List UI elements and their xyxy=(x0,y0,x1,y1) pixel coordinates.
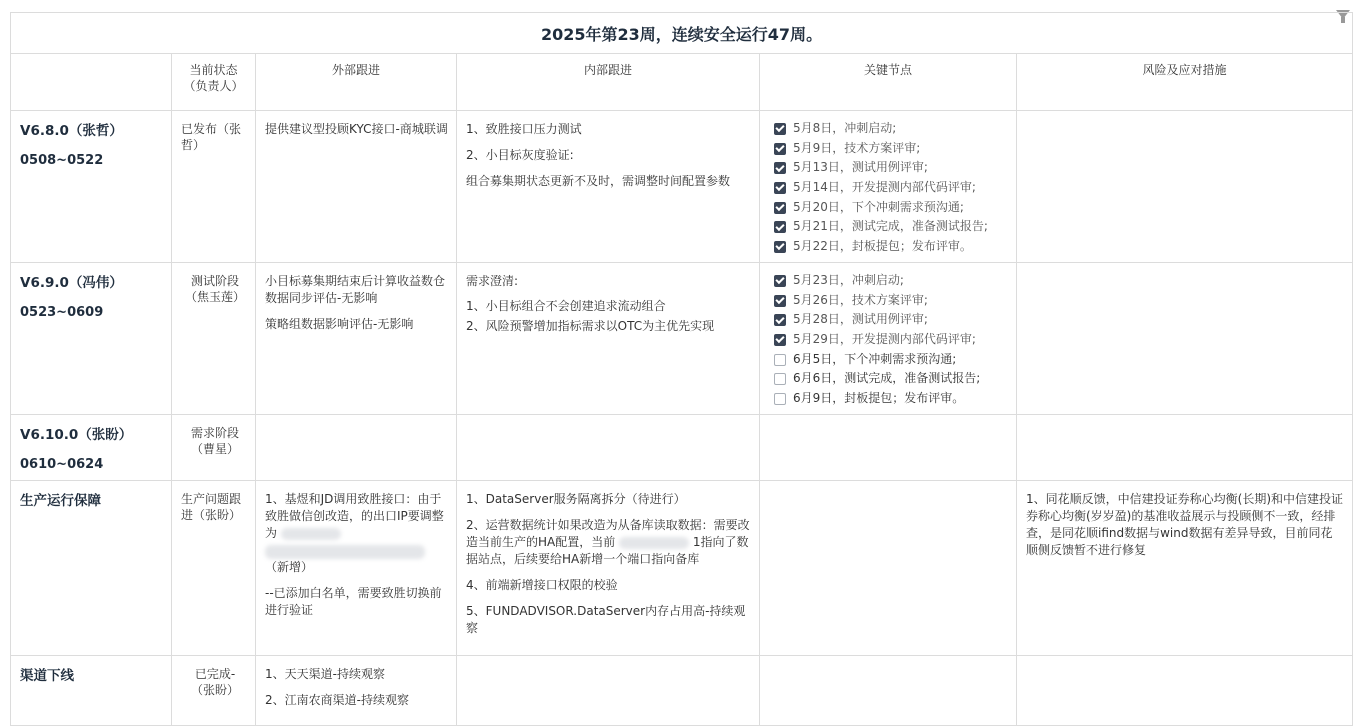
milestone-text: 6月6日，测试完成，准备测试报告; xyxy=(793,371,981,386)
external-text: 1、基煜和JD调用致胜接口：由于致胜做信创改造，的出口IP要调整为 xyxy=(265,492,444,540)
external-item: 1、天天渠道-持续观察 xyxy=(265,667,385,681)
checkbox-checked-icon[interactable] xyxy=(774,314,786,326)
milestone-item xyxy=(774,217,1016,237)
internal-item: 1、小目标组合不会创建追求流动组合 xyxy=(466,299,666,313)
risk-cell xyxy=(1017,111,1353,263)
version-dates: 0610~0624 xyxy=(20,457,104,472)
checkbox-checked-icon[interactable] xyxy=(774,143,786,155)
milestone-item xyxy=(774,350,1016,370)
table-row xyxy=(11,111,1353,263)
internal-text: 2、运营数据统计如果改造为从备库读取数据：需要改造当前生产的HA配置，当前 xyxy=(466,518,750,549)
section-cell xyxy=(11,656,172,726)
milestones-cell xyxy=(760,656,1017,726)
weekly-report-table-container xyxy=(10,12,1352,726)
header-status: 当前状态 （负责人） xyxy=(172,54,256,111)
version-dates: 0523~0609 xyxy=(20,305,104,320)
status-cell: 需求阶段 （曹星） xyxy=(172,415,256,481)
internal-cell xyxy=(457,656,760,726)
milestone-text: 5月9日，技术方案评审; xyxy=(793,140,921,155)
version-cell xyxy=(11,263,172,415)
checkbox-checked-icon[interactable] xyxy=(774,221,786,233)
header-milestones: 关键节点 xyxy=(760,54,1017,111)
section-cell xyxy=(11,481,172,656)
redacted-host xyxy=(619,537,689,549)
milestone-list xyxy=(760,263,1016,409)
milestone-item xyxy=(774,119,1016,139)
milestone-item xyxy=(774,158,1016,178)
table-row xyxy=(11,263,1353,415)
milestone-text: 5月23日，冲刺启动; xyxy=(793,273,904,287)
external-item: --已添加白名单，需要致胜切换前进行验证 xyxy=(265,586,442,617)
risk-item: 1、同花顺反馈，中信建投证券称心均衡(长期)和中信建投证券称心均衡(岁岁盈)的基准收益展示与投顾侧不一致，经排查，是同花顺ifind数据与wind数据有差异导致，目前同花顺侧反馈暂不进行修复 xyxy=(1026,492,1344,557)
milestones-cell xyxy=(760,481,1017,656)
checkbox-checked-icon[interactable] xyxy=(774,162,786,174)
redacted-ip xyxy=(265,545,425,559)
version-cell xyxy=(11,415,172,481)
internal-cell xyxy=(457,481,760,656)
milestone-item xyxy=(774,237,1016,257)
milestone-item xyxy=(774,198,1016,218)
table-row xyxy=(11,415,1353,481)
section-name: 渠道下线 xyxy=(20,668,74,684)
version-name: V6.10.0（张盼） xyxy=(20,427,133,443)
milestone-text: 5月13日，测试用例评审; xyxy=(793,160,928,175)
internal-item: 1、致胜接口压力测试 xyxy=(466,122,582,136)
internal-item: 需求澄清: xyxy=(466,274,519,288)
risk-cell xyxy=(1017,481,1353,656)
internal-cell xyxy=(457,111,760,263)
external-cell xyxy=(256,415,457,481)
table-row xyxy=(11,656,1353,726)
milestone-text: 5月14日，开发提测内部代码评审; xyxy=(793,180,976,195)
table-row xyxy=(11,481,1353,656)
milestone-item xyxy=(774,139,1016,159)
status-cell: 生产问题跟进（张盼） xyxy=(172,481,256,656)
external-item xyxy=(265,491,448,559)
milestone-item xyxy=(774,369,1016,389)
internal-item: 组合募集期状态更新不及时，需调整时间配置参数 xyxy=(466,174,731,188)
milestone-item xyxy=(774,310,1016,330)
external-item: 策略组数据影响评估-无影响 xyxy=(265,317,414,331)
internal-cell xyxy=(457,263,760,415)
milestone-text: 5月8日，冲刺启动; xyxy=(793,121,897,135)
milestones-cell xyxy=(760,263,1017,415)
version-name: V6.9.0（冯伟） xyxy=(20,275,123,291)
header-external: 外部跟进 xyxy=(256,54,457,111)
milestone-text: 5月26日，技术方案评审; xyxy=(793,292,928,307)
redacted-ip xyxy=(281,528,341,540)
header-risk: 风险及应对措施 xyxy=(1017,54,1353,111)
external-cell xyxy=(256,656,457,726)
milestone-item xyxy=(774,271,1016,291)
internal-item: 5、FUNDADVISOR.DataServer内存占用高-持续观察 xyxy=(466,604,746,635)
internal-text: 1指向了数据站点，后续要给HA新增一个端口指向备库 xyxy=(466,535,749,566)
checkbox-unchecked-icon[interactable] xyxy=(774,354,786,366)
internal-item: 1、DataServer服务隔离拆分（待进行） xyxy=(466,492,686,506)
external-item: （新增） xyxy=(265,560,314,574)
status-cell: 已发布（张哲） xyxy=(172,111,256,263)
report-title: 2025年第23周，连续安全运行47周。 xyxy=(11,13,1353,54)
checkbox-unchecked-icon[interactable] xyxy=(774,373,786,385)
internal-item xyxy=(466,517,751,568)
risk-cell xyxy=(1017,263,1353,415)
internal-item: 2、小目标灰度验证: xyxy=(466,148,574,162)
risk-cell xyxy=(1017,415,1353,481)
checkbox-checked-icon[interactable] xyxy=(774,241,786,253)
milestone-item xyxy=(774,330,1016,350)
milestone-text: 5月28日，测试用例评审; xyxy=(793,312,928,327)
version-dates: 0508~0522 xyxy=(20,153,104,168)
external-cell xyxy=(256,481,457,656)
checkbox-checked-icon[interactable] xyxy=(774,275,786,287)
checkbox-checked-icon[interactable] xyxy=(774,123,786,135)
checkbox-checked-icon[interactable] xyxy=(774,182,786,194)
milestone-item xyxy=(774,389,1016,409)
milestone-text: 5月29日，开发提测内部代码评审; xyxy=(793,332,976,347)
milestone-text: 6月9日，封板提包；发布评审。 xyxy=(793,391,965,406)
milestone-text: 5月21日，测试完成，准备测试报告; xyxy=(793,219,988,234)
status-cell: 已完成- （张盼） xyxy=(172,656,256,726)
header-internal: 内部跟进 xyxy=(457,54,760,111)
milestone-text: 5月20日，下个冲刺需求预沟通; xyxy=(793,199,964,214)
milestone-text: 6月5日，下个冲刺需求预沟通; xyxy=(793,351,957,366)
external-cell xyxy=(256,263,457,415)
version-name: V6.8.0（张哲） xyxy=(20,123,123,139)
external-item: 2、江南农商渠道-持续观察 xyxy=(265,693,409,707)
risk-cell xyxy=(1017,656,1353,726)
milestone-item xyxy=(774,291,1016,311)
header-version xyxy=(11,54,172,111)
milestone-item xyxy=(774,178,1016,198)
weekly-report-table xyxy=(10,12,1353,726)
section-name: 生产运行保障 xyxy=(20,493,101,509)
external-item: 提供建议型投顾KYC接口-商城联调 xyxy=(265,122,448,136)
checkbox-unchecked-icon[interactable] xyxy=(774,393,786,405)
milestone-text: 5月22日，封板提包；发布评审。 xyxy=(793,239,972,254)
internal-item: 2、风险预警增加指标需求以OTC为主优先实现 xyxy=(466,319,715,333)
milestones-cell xyxy=(760,415,1017,481)
status-cell: 测试阶段 （焦玉莲） xyxy=(172,263,256,415)
external-cell xyxy=(256,111,457,263)
milestones-cell xyxy=(760,111,1017,263)
internal-cell xyxy=(457,415,760,481)
checkbox-checked-icon[interactable] xyxy=(774,295,786,307)
checkbox-checked-icon[interactable] xyxy=(774,334,786,346)
version-cell xyxy=(11,111,172,263)
milestone-list xyxy=(760,111,1016,257)
checkbox-checked-icon[interactable] xyxy=(774,202,786,214)
external-item: 小目标募集期结束后计算收益数仓数据同步评估-无影响 xyxy=(265,274,446,305)
internal-item: 4、前端新增接口权限的校验 xyxy=(466,578,618,592)
